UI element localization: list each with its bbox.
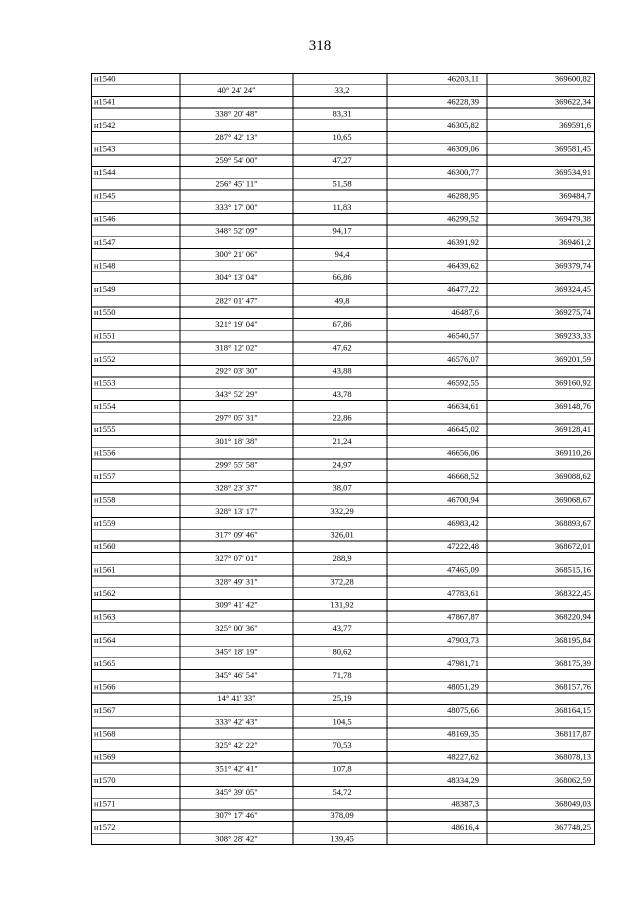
point-name: н1563 [94, 611, 116, 622]
point-name: н1570 [94, 775, 116, 786]
coordinate-y: 368164,15 [554, 704, 591, 715]
coordinate-x: 46391,92 [447, 237, 479, 248]
segment-length: 288,9 [332, 552, 352, 563]
coordinate-y: 367748,25 [554, 821, 591, 832]
coordinate-y: 369534,91 [554, 166, 591, 177]
coordinate-y: 369379,74 [554, 260, 591, 271]
coordinate-y: 369591,6 [559, 120, 591, 131]
coordinate-y: 368220,94 [554, 611, 591, 622]
coordinate-y: 369461,2 [559, 237, 591, 248]
point-name: н1544 [94, 166, 116, 177]
direction-angle: 282° 01' 47" [215, 295, 258, 306]
point-name: н1548 [94, 260, 116, 271]
coordinate-x: 47867,87 [447, 611, 479, 622]
coordinate-x: 48387,3 [451, 798, 479, 809]
segment-length: 21,24 [332, 435, 352, 446]
coordinate-x: 47783,61 [447, 587, 479, 598]
coordinate-x: 47903,73 [447, 634, 479, 645]
point-name: н1553 [94, 377, 116, 388]
direction-angle: 287° 42' 13" [215, 131, 258, 142]
direction-angle: 338° 20' 48" [215, 108, 258, 119]
coordinate-y: 368893,67 [554, 517, 591, 528]
direction-angle: 345° 46' 54" [215, 669, 258, 680]
segment-length: 47,62 [332, 342, 352, 353]
coordinate-y: 369088,62 [554, 470, 591, 481]
segment-length: 372,28 [330, 576, 354, 587]
direction-angle: 14° 41' 33" [217, 693, 256, 704]
segment-length: 71,78 [332, 669, 352, 680]
coordinate-x: 46477,22 [447, 283, 479, 294]
segment-length: 43,88 [332, 365, 352, 376]
point-name: н1557 [94, 470, 116, 481]
coordinate-x: 46487,6 [451, 307, 479, 318]
direction-angle: 317° 09' 46" [215, 529, 258, 540]
coordinate-y: 369110,26 [555, 447, 591, 458]
direction-angle: 40° 24' 24" [217, 84, 256, 95]
direction-angle: 328° 23' 37" [215, 482, 258, 493]
point-name: н1567 [94, 704, 116, 715]
coordinate-x: 46300,77 [447, 166, 479, 177]
segment-length: 33,2 [334, 84, 350, 95]
coordinate-y: 368062,59 [554, 775, 591, 786]
coordinate-y: 368117,87 [555, 728, 591, 739]
coordinate-y: 369479,38 [554, 213, 591, 224]
coordinate-x: 48616,4 [451, 821, 479, 832]
coordinate-x: 46656,06 [447, 447, 479, 458]
coordinate-y: 368195,84 [554, 634, 591, 645]
direction-angle: 351° 42' 41" [215, 763, 258, 774]
coordinate-x: 46983,42 [447, 517, 479, 528]
segment-length: 131,92 [330, 599, 354, 610]
segment-length: 22,86 [332, 412, 352, 423]
point-name: н1552 [94, 354, 116, 365]
coordinate-x: 46309,06 [447, 143, 479, 154]
point-name: н1545 [94, 190, 116, 201]
segment-length: 94,4 [334, 248, 350, 259]
coordinate-x: 48051,29 [447, 681, 479, 692]
coordinate-y: 368049,03 [554, 798, 591, 809]
point-name: н1550 [94, 307, 116, 318]
segment-length: 378,09 [330, 810, 354, 821]
coordinate-x: 46700,94 [447, 494, 479, 505]
coordinate-x: 46299,52 [447, 213, 479, 224]
coordinate-y: 369275,74 [554, 307, 591, 318]
segment-length: 10,65 [332, 131, 352, 142]
coordinate-y: 369068,67 [554, 494, 591, 505]
point-name: н1546 [94, 213, 116, 224]
segment-length: 38,07 [332, 482, 352, 493]
direction-angle: 300° 21' 06" [215, 248, 258, 259]
direction-angle: 348° 52' 09" [215, 225, 258, 236]
coordinate-y: 368672,01 [554, 541, 591, 552]
direction-angle: 333° 42' 43" [215, 716, 258, 727]
coordinate-x: 46668,52 [447, 470, 479, 481]
coordinate-x: 48334,29 [447, 775, 479, 786]
coordinate-y: 369622,34 [554, 96, 591, 107]
point-name: н1558 [94, 494, 116, 505]
direction-angle: 345° 18' 19" [215, 646, 258, 657]
coordinate-y: 368157,76 [554, 681, 591, 692]
coordinate-table-grid [91, 73, 595, 845]
segment-length: 83,31 [332, 108, 352, 119]
point-name: н1554 [94, 400, 116, 411]
direction-angle: 307° 17' 46" [215, 810, 258, 821]
coordinate-y: 368175,39 [554, 658, 591, 669]
segment-length: 94,17 [332, 225, 352, 236]
point-name: н1541 [94, 96, 116, 107]
segment-length: 107,8 [332, 763, 352, 774]
point-name: н1549 [94, 283, 116, 294]
direction-angle: 304° 13' 04" [215, 272, 258, 283]
coordinate-x: 47465,09 [447, 564, 479, 575]
segment-length: 11,83 [332, 201, 352, 212]
segment-length: 25,19 [332, 693, 352, 704]
direction-angle: 297° 05' 31" [215, 412, 258, 423]
coordinate-x: 46592,55 [447, 377, 479, 388]
segment-length: 80,62 [332, 646, 352, 657]
coordinate-y: 369484,7 [559, 190, 591, 201]
segment-length: 43,78 [332, 389, 352, 400]
point-name: н1569 [94, 751, 116, 762]
coordinate-y: 369324,45 [554, 283, 591, 294]
point-name: н1566 [94, 681, 116, 692]
coordinate-x: 46288,95 [447, 190, 479, 201]
direction-angle: 343° 52' 29" [215, 389, 258, 400]
coordinate-y: 368515,16 [554, 564, 591, 575]
segment-length: 332,29 [330, 506, 354, 517]
direction-angle: 309° 41' 42" [215, 599, 258, 610]
coordinate-x: 46305,82 [447, 120, 479, 131]
segment-length: 139,45 [330, 833, 354, 844]
direction-angle: 325° 42' 22" [215, 740, 258, 751]
point-name: н1556 [94, 447, 116, 458]
direction-angle: 328° 49' 31" [215, 576, 258, 587]
point-name: н1560 [94, 541, 116, 552]
point-name: н1568 [94, 728, 116, 739]
direction-angle: 292° 03' 30" [215, 365, 258, 376]
segment-length: 43,77 [332, 623, 352, 634]
segment-length: 24,97 [332, 459, 352, 470]
coordinate-x: 48169,35 [447, 728, 479, 739]
segment-length: 49,8 [334, 295, 350, 306]
direction-angle: 256° 45' 11" [215, 178, 258, 189]
coordinate-y: 368322,45 [554, 587, 591, 598]
coordinate-y: 369600,82 [554, 73, 591, 84]
segment-length: 67,86 [332, 318, 352, 329]
segment-length: 104,5 [332, 716, 352, 727]
coordinate-y: 369581,45 [554, 143, 591, 154]
direction-angle: 333° 17' 00" [215, 201, 258, 212]
point-name: н1571 [94, 798, 116, 809]
coordinate-x: 48075,66 [447, 704, 479, 715]
point-name: н1555 [94, 424, 116, 435]
direction-angle: 308° 28' 42" [215, 833, 258, 844]
segment-length: 51,58 [332, 178, 352, 189]
direction-angle: 318° 12' 02" [215, 342, 258, 353]
coordinate-x: 47981,71 [447, 658, 479, 669]
point-name: н1562 [94, 587, 116, 598]
coordinate-x: 46203,11 [447, 73, 479, 84]
direction-angle: 321° 19' 04" [215, 318, 258, 329]
coordinate-x: 48227,62 [447, 751, 479, 762]
coordinate-x: 46645,02 [447, 424, 479, 435]
page-number: 318 [308, 38, 332, 54]
coordinate-x: 46576,07 [447, 354, 479, 365]
direction-angle: 259° 54' 00" [215, 155, 258, 166]
point-name: н1572 [94, 821, 116, 832]
coordinate-x: 46439,62 [447, 260, 479, 271]
coordinate-x: 46634,61 [447, 400, 479, 411]
direction-angle: 325° 00' 36" [215, 623, 258, 634]
point-name: н1543 [94, 143, 116, 154]
coordinate-table [91, 73, 595, 845]
segment-length: 47,27 [332, 155, 352, 166]
coordinate-y: 368078,13 [554, 751, 591, 762]
point-name: н1565 [94, 658, 116, 669]
point-name: н1564 [94, 634, 116, 645]
coordinate-x: 47222,48 [447, 541, 479, 552]
coordinate-y: 369148,76 [554, 400, 591, 411]
point-name: н1559 [94, 517, 116, 528]
point-name: н1547 [94, 237, 116, 248]
coordinate-x: 46540,57 [447, 330, 479, 341]
point-name: н1551 [94, 330, 116, 341]
point-name: н1540 [94, 73, 116, 84]
direction-angle: 301° 18' 38" [215, 435, 258, 446]
point-name: н1561 [94, 564, 116, 575]
coordinate-y: 369128,41 [554, 424, 591, 435]
coordinate-y: 369160,92 [554, 377, 591, 388]
direction-angle: 299° 55' 58" [215, 459, 258, 470]
coordinate-y: 369233,33 [554, 330, 591, 341]
coordinate-y: 369201,59 [554, 354, 591, 365]
direction-angle: 345° 39' 05" [215, 786, 258, 797]
segment-length: 54,72 [332, 786, 352, 797]
segment-length: 326,01 [330, 529, 354, 540]
direction-angle: 327° 07' 01" [215, 552, 258, 563]
point-name: н1542 [94, 120, 116, 131]
coordinate-x: 46228,39 [447, 96, 479, 107]
direction-angle: 328° 13' 17" [215, 506, 258, 517]
segment-length: 66,86 [332, 272, 352, 283]
segment-length: 70,53 [332, 740, 352, 751]
